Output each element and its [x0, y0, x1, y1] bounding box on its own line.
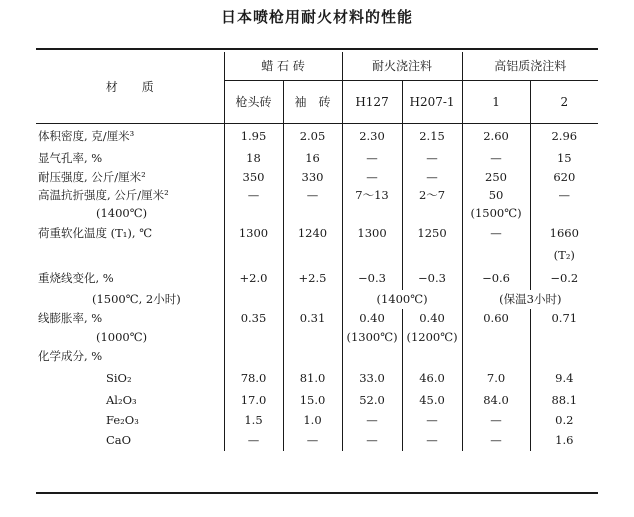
cell: 18	[224, 150, 283, 168]
cell: —	[402, 411, 462, 430]
cell	[224, 205, 283, 223]
cell	[462, 347, 530, 367]
cell	[530, 347, 598, 367]
cell	[224, 328, 283, 347]
cell: —	[402, 150, 462, 168]
cell: —	[462, 223, 530, 245]
cell: 81.0	[283, 367, 342, 390]
header-group-waxstone: 蜡 石 砖	[224, 52, 342, 81]
row-label: 耐压强度, 公斤/厘米²	[38, 169, 146, 184]
span-cell-alumina: (保温3小时)	[462, 290, 598, 309]
table-title: 日本喷枪用耐火材料的性能	[220, 8, 413, 26]
row-condition: (1000℃)	[96, 329, 148, 344]
cell: 33.0	[342, 367, 402, 390]
cell: 9.4	[530, 367, 598, 390]
cell: 250	[462, 168, 530, 187]
cell: +2.0	[224, 267, 283, 290]
table-row	[36, 411, 598, 430]
row-formula: SiO₂	[106, 370, 132, 385]
cell: 2～7	[402, 187, 462, 205]
cell	[224, 290, 283, 309]
cell: —	[224, 430, 283, 451]
row-label: 荷重软化温度 (T₁), ℃	[38, 226, 153, 240]
cell: 350	[224, 168, 283, 187]
cell: —	[342, 150, 402, 168]
row-label: 化学成分, %	[38, 349, 103, 363]
top-rule	[36, 48, 598, 50]
table-row	[36, 223, 598, 245]
cell: 1.6	[530, 430, 598, 451]
cell: 78.0	[224, 367, 283, 390]
cell: —	[342, 430, 402, 451]
cell	[283, 290, 342, 309]
cell	[402, 245, 462, 267]
cell: 1300	[342, 223, 402, 245]
cell: 15.0	[283, 390, 342, 411]
cell	[224, 347, 283, 367]
cell: −0.6	[462, 267, 530, 290]
cell: —	[342, 168, 402, 187]
table-row	[36, 124, 598, 150]
cell: 84.0	[462, 390, 530, 411]
table-row	[36, 367, 598, 390]
header-sub: 1	[462, 81, 530, 124]
cell	[462, 328, 530, 347]
header-sub: H127	[342, 81, 402, 124]
cell: —	[462, 430, 530, 451]
cell: 15	[530, 150, 598, 168]
cell: 7～13	[342, 187, 402, 205]
cell: 0.71	[530, 309, 598, 328]
table-row	[36, 328, 598, 347]
cell: —	[402, 430, 462, 451]
cell: −0.3	[342, 267, 402, 290]
table-row	[36, 187, 598, 205]
bottom-rule	[36, 492, 598, 494]
cell: 16	[283, 150, 342, 168]
cell: —	[224, 187, 283, 205]
cell: 2.15	[402, 124, 462, 150]
cell	[402, 205, 462, 223]
cell	[402, 347, 462, 367]
cell: 0.35	[224, 309, 283, 328]
cell: 1250	[402, 223, 462, 245]
cell: 330	[283, 168, 342, 187]
cell: 50	[462, 187, 530, 205]
row-condition: (1400℃)	[96, 206, 148, 220]
cell: −0.2	[530, 267, 598, 290]
cell: 88.1	[530, 390, 598, 411]
table-row	[36, 267, 598, 290]
row-label: 体积密度, 克/厘米³	[38, 129, 135, 144]
cell: (1300℃)	[342, 328, 402, 347]
cell: 46.0	[402, 367, 462, 390]
cell	[283, 347, 342, 367]
header-sub: H207-1	[402, 81, 462, 124]
table-row	[36, 309, 598, 328]
cell: —	[530, 187, 598, 205]
cell: —	[462, 150, 530, 168]
header-sub: 2	[530, 81, 598, 124]
cell: —	[283, 430, 342, 451]
cell	[283, 205, 342, 223]
cell: —	[402, 168, 462, 187]
header-sub: 枪头砖	[224, 81, 283, 124]
cell: 0.40	[402, 309, 462, 328]
table-row	[36, 290, 598, 309]
cell: (1200℃)	[402, 328, 462, 347]
cell: —	[342, 411, 402, 430]
table-row	[36, 205, 598, 223]
header-sub: 袖 砖	[283, 81, 342, 124]
cell	[462, 245, 530, 267]
cell	[283, 328, 342, 347]
table-row	[36, 347, 598, 367]
cell: 1660	[530, 223, 598, 245]
cell: 0.31	[283, 309, 342, 328]
cell: 2.05	[283, 124, 342, 150]
properties-table	[36, 52, 598, 451]
cell: 1.0	[283, 411, 342, 430]
table-row	[36, 245, 598, 267]
row-label: 显气孔率, %	[38, 151, 103, 165]
header-group-refractory: 耐火浇注料	[342, 52, 462, 81]
row-formula: Fe₂O₃	[106, 412, 139, 427]
table-row	[36, 150, 598, 168]
cell: +2.5	[283, 267, 342, 290]
cell	[283, 245, 342, 267]
cell: —	[462, 411, 530, 430]
header-group-alumina: 高铝质浇注料	[462, 52, 598, 81]
table-row	[36, 168, 598, 187]
cell: −0.3	[402, 267, 462, 290]
cell: 620	[530, 168, 598, 187]
cell: 1300	[224, 223, 283, 245]
row-formula: CaO	[106, 432, 132, 447]
cell: (1500℃)	[462, 205, 530, 223]
table-row	[36, 430, 598, 451]
table-row	[36, 390, 598, 411]
row-label: 重烧线变化, %	[38, 270, 114, 285]
cell	[530, 205, 598, 223]
row-label	[36, 245, 224, 267]
header-row-groups	[36, 52, 598, 81]
cell: —	[283, 187, 342, 205]
cell: (T₂)	[530, 245, 598, 267]
row-formula: Al₂O₃	[106, 392, 137, 407]
cell: 1.95	[224, 124, 283, 150]
cell: 52.0	[342, 390, 402, 411]
row-label: 线膨胀率, %	[38, 310, 103, 325]
cell	[530, 328, 598, 347]
cell: 1240	[283, 223, 342, 245]
cell	[342, 347, 402, 367]
cell	[224, 245, 283, 267]
cell: 2.96	[530, 124, 598, 150]
row-condition: (1500℃, 2小时)	[92, 291, 181, 306]
header-material: 材 质	[36, 52, 224, 124]
cell: 0.2	[530, 411, 598, 430]
cell: 2.60	[462, 124, 530, 150]
row-label: 高温抗折强度, 公斤/厘米²	[38, 188, 169, 202]
cell	[342, 245, 402, 267]
cell: 0.40	[342, 309, 402, 328]
cell: 7.0	[462, 367, 530, 390]
cell: 45.0	[402, 390, 462, 411]
cell: 2.30	[342, 124, 402, 150]
cell: 17.0	[224, 390, 283, 411]
span-cell-refractory: (1400℃)	[342, 290, 462, 309]
cell	[342, 205, 402, 223]
cell: 0.60	[462, 309, 530, 328]
cell: 1.5	[224, 411, 283, 430]
